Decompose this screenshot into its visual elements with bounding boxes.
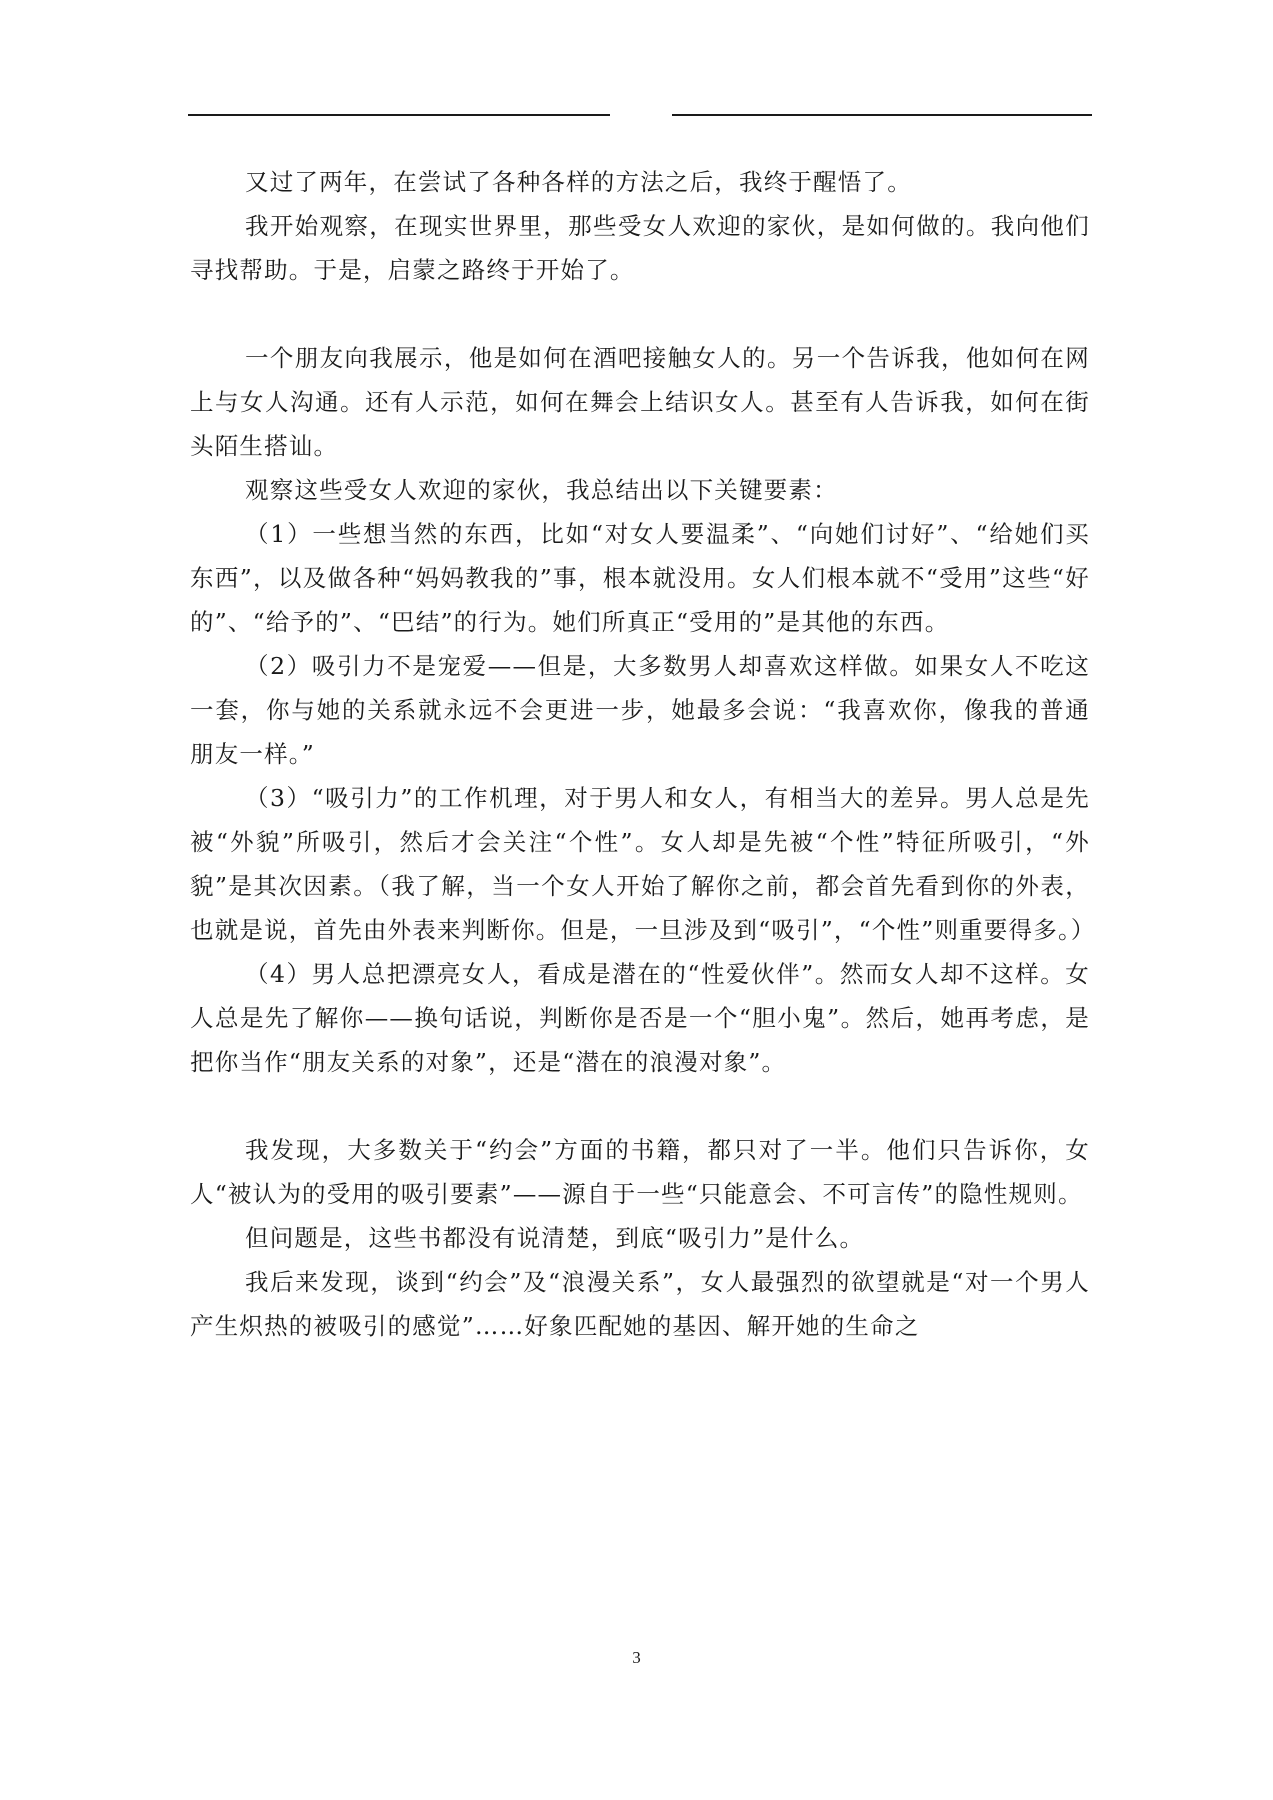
page-number: 3 — [632, 1648, 641, 1667]
header-rule-right — [672, 114, 1092, 116]
list-item-paragraph: （3）“吸引力”的工作机理，对于男人和女人，有相当大的差异。男人总是先被“外貌”所吸引，然后才会关注“个性”。女人却是先被“个性”特征所吸引，“外貌”是其次因素。（我了解，当一个女人开始了解你之前，都会首先看到你的外表，也就是说，首先由外表来判断你。但是，一旦涉及到“吸引”，“个性”则重要得多。） — [190, 784, 1096, 944]
header-rule-left — [188, 114, 610, 116]
paragraph: 一个朋友向我展示，他是如何在酒吧接触女人的。另一个告诉我，他如何在网上与女人沟通。还有人示范，如何在舞会上结识女人。甚至有人告诉我，如何在街头陌生搭讪。 — [190, 344, 1090, 460]
paragraph: 我开始观察，在现实世界里，那些受女人欢迎的家伙，是如何做的。我向他们寻找帮助。于是，启蒙之路终于开始了。 — [190, 212, 1090, 284]
list-item-paragraph: （2）吸引力不是宠爱——但是，大多数男人却喜欢这样做。如果女人不吃这一套，你与她的关系就永远不会更进一步，她最多会说：“我喜欢你，像我的普通朋友一样。” — [190, 652, 1090, 768]
paragraph-gap — [190, 292, 1090, 336]
list-item-paragraph: （4）男人总把漂亮女人，看成是潜在的“性爱伙伴”。然而女人却不这样。女人总是先了解你——换句话说，判断你是否是一个“胆小鬼”。然后，她再考虑，是把你当作“朋友关系的对象”，还是“潜在的浪漫对象”。 — [190, 960, 1090, 1076]
paragraph-gap — [190, 1084, 1090, 1128]
paragraph: 但问题是，这些书都没有说清楚，到底“吸引力”是什么。 — [245, 1224, 865, 1252]
page-body — [190, 160, 1096, 1348]
paragraph: 观察这些受女人欢迎的家伙，我总结出以下关键要素： — [245, 476, 838, 504]
list-item-paragraph: （1）一些想当然的东西，比如“对女人要温柔”、“向她们讨好”、“给她们买东西”，以及做各种“妈妈教我的”事，根本就没用。女人们根本就不“受用”这些“好的”、“给予的”、“巴结”的行为。她们所真正“受用的”是其他的东西。 — [190, 520, 1090, 636]
paragraph: 我后来发现，谈到“约会”及“浪漫关系”，女人最强烈的欲望就是“对一个男人产生炽热的被吸引的感觉”……好象匹配她的基因、解开她的生命之 — [190, 1268, 1090, 1340]
paragraph: 我发现，大多数关于“约会”方面的书籍，都只对了一半。他们只告诉你，女人“被认为的受用的吸引要素”——源自于一些“只能意会、不可言传”的隐性规则。 — [190, 1136, 1090, 1208]
paragraph: 又过了两年，在尝试了各种各样的方法之后，我终于醒悟了。 — [245, 168, 912, 196]
